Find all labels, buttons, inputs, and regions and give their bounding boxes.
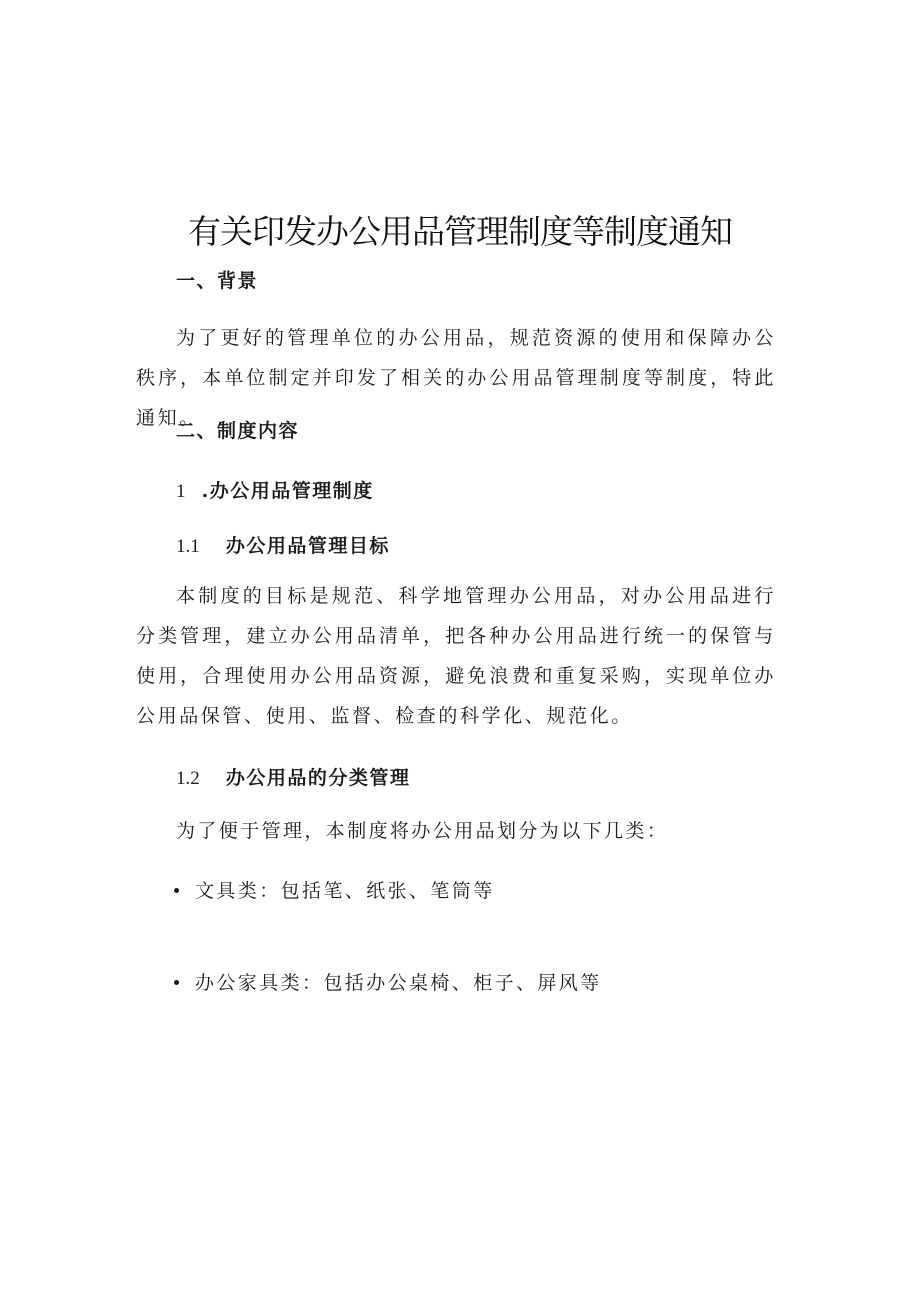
list-item-text: 文具类：包括笔、纸张、笔筒等 [195,880,495,902]
list-item [174,968,602,998]
document-title: 有关印发办公用品管理制度等制度通知 [188,212,732,251]
bullet-icon [174,980,179,985]
section-heading-background: 一、背景 [176,270,259,292]
subsection-number-1: 1 [176,481,186,502]
subsection-heading-1 [176,476,374,507]
section-heading-content: 二、制度内容 [176,420,300,442]
list-item-text: 办公家具类：包括办公桌椅、柜子、屏风等 [195,972,602,994]
list-item [174,876,495,906]
subsection-heading-1-2 [176,763,410,794]
subsection-title-1-1: 办公用品管理目标 [225,535,390,557]
subsection-heading-1-1 [176,531,390,562]
subsection-number-1-2: 1.2 [176,768,200,789]
bullet-icon [174,888,179,893]
classification-intro: 为了便于管理，本制度将办公用品划分为以下几类： [176,820,669,842]
subsection-title-1-2: 办公用品的分类管理 [225,767,411,789]
subsection-title-1: .办公用品管理制度 [201,480,374,502]
subsection-number-1-1: 1.1 [176,536,200,557]
background-paragraph: 为了更好的管理单位的办公用品，规范资源的使用和保障办公秩序，本单位制定并印发了相关的办公用品管理制度等制度，特此通知。 [136,327,776,429]
goal-paragraph: 本制度的目标是规范、科学地管理办公用品，对办公用品进行分类管理，建立办公用品清单，把各种办公用品进行统一的保管与使用，合理使用办公用品资源，避免浪费和重复采购，实现单位办公用品保管、使用、监督、检查的科学化、规范化。 [136,585,776,727]
